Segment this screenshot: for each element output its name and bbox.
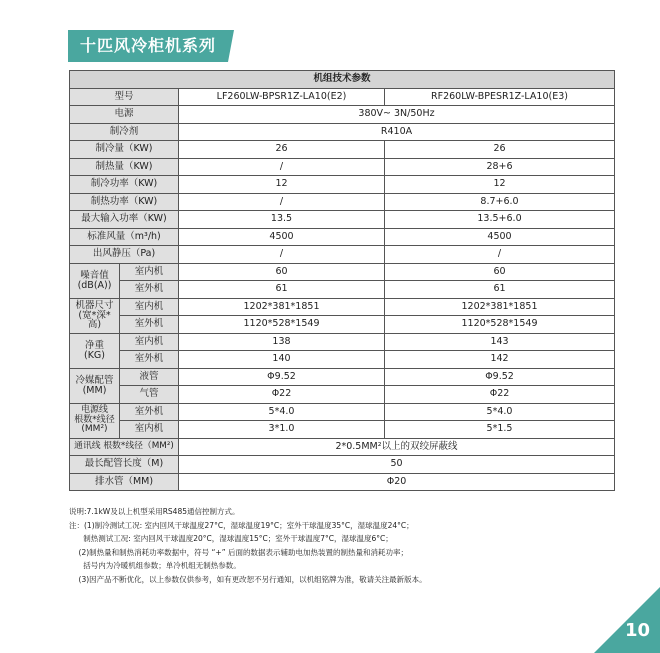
note-line: 括号内为冷暖机组参数；单冷机组无制热参数。 (69, 561, 241, 570)
cell-value: 1202*381*1851 (385, 298, 615, 316)
cell-value: 28+6 (385, 158, 615, 176)
cell-value: 60 (385, 263, 615, 281)
page-number: 10 (624, 620, 650, 641)
group-label: 噪音值 (dB(A)) (70, 263, 120, 298)
cell-value: Φ22 (179, 386, 385, 404)
cell-value: Φ9.52 (385, 368, 615, 386)
row-label: 制冷量（KW) (70, 141, 179, 159)
cell-value: 26 (385, 141, 615, 159)
table-row (70, 193, 615, 211)
row-label: 型号 (70, 88, 179, 106)
cell-value: 12 (385, 176, 615, 194)
cell-value: 12 (179, 176, 385, 194)
sub-label: 液管 (120, 368, 179, 386)
table-row (70, 263, 615, 281)
cell-value: RF260LW-BPESR1Z-LA10(E3) (385, 88, 615, 106)
row-label: 电源 (70, 106, 179, 124)
note-line: (3)因产品不断优化，以上参数仅供参考，如有更改恕不另行通知，以机组铭牌为准，敬请关注最新版本。 (69, 574, 427, 584)
cell-value: 2*0.5MM²以上的双绞屏蔽线 (179, 438, 615, 456)
table-row (70, 141, 615, 159)
sub-label: 室内机 (120, 263, 179, 281)
table-row (70, 333, 615, 351)
table-row (70, 386, 615, 404)
cell-value: R410A (179, 123, 615, 141)
table-row (70, 456, 615, 474)
cell-value: 142 (385, 351, 615, 369)
cell-value: 140 (179, 351, 385, 369)
spec-table (69, 70, 615, 491)
table-row (70, 176, 615, 194)
footnotes (69, 505, 569, 586)
cell-value: 5*4.0 (179, 403, 385, 421)
cell-value: Φ22 (385, 386, 615, 404)
cell-value: 13.5+6.0 (385, 211, 615, 229)
table-row (70, 421, 615, 439)
row-label: 制冷功率（KW) (70, 176, 179, 194)
row-label: 制冷剂 (70, 123, 179, 141)
table-row (70, 211, 615, 229)
section-title: 十匹风冷柜机系列 (68, 30, 228, 62)
cell-value: 5*4.0 (385, 403, 615, 421)
table-row (70, 438, 615, 456)
cell-value: / (179, 193, 385, 211)
row-label: 通讯线 根数*线径（MM²) (70, 438, 179, 456)
sub-label: 室内机 (120, 421, 179, 439)
sub-label: 气管 (120, 386, 179, 404)
cell-value: / (385, 246, 615, 264)
row-label: 制热量（KW) (70, 158, 179, 176)
table-row (70, 351, 615, 369)
cell-value: Φ20 (179, 473, 615, 491)
cell-value: 4500 (385, 228, 615, 246)
table-row (70, 316, 615, 334)
group-label: 电源线 根数*线径 (MM²) (70, 403, 120, 438)
note-line: 说明:7.1kW及以上机型采用RS485通信控制方式。 (69, 507, 240, 516)
row-label: 最大输入功率（KW) (70, 211, 179, 229)
table-heading: 机组技术参数 (70, 71, 615, 89)
cell-value: 13.5 (179, 211, 385, 229)
cell-value: / (179, 158, 385, 176)
cell-value: 1120*528*1549 (385, 316, 615, 334)
group-label: 净重 (KG) (70, 333, 120, 368)
cell-value: 50 (179, 456, 615, 474)
table-row (70, 158, 615, 176)
table-row (70, 473, 615, 491)
cell-value: 26 (179, 141, 385, 159)
table-row (70, 368, 615, 386)
table-row (70, 281, 615, 299)
cell-value: 61 (179, 281, 385, 299)
cell-value: 143 (385, 333, 615, 351)
table-row (70, 246, 615, 264)
sub-label: 室内机 (120, 298, 179, 316)
cell-value: 3*1.0 (179, 421, 385, 439)
sub-label: 室外机 (120, 281, 179, 299)
table-row (70, 298, 615, 316)
cell-value: 61 (385, 281, 615, 299)
cell-value: / (179, 246, 385, 264)
cell-value: 8.7+6.0 (385, 193, 615, 211)
row-label: 制热功率（KW) (70, 193, 179, 211)
cell-value: 4500 (179, 228, 385, 246)
table-row (70, 403, 615, 421)
note-line: (2)制热量和制热消耗功率数据中，符号 “+” 后面的数据表示辅助电加热装置的制热量和消耗功率； (69, 547, 408, 557)
cell-value: 138 (179, 333, 385, 351)
cell-value: 1202*381*1851 (179, 298, 385, 316)
sub-label: 室外机 (120, 403, 179, 421)
sub-label: 室内机 (120, 333, 179, 351)
cell-value: LF260LW-BPSR1Z-LA10(E2) (179, 88, 385, 106)
sub-label: 室外机 (120, 351, 179, 369)
table-row (70, 228, 615, 246)
table-row (70, 88, 615, 106)
note-line: 制热测试工况: 室内回风干球温度20°C，湿球温度15°C；室外干球温度7°C，湿球温度6°C； (69, 534, 393, 543)
cell-value: Φ9.52 (179, 368, 385, 386)
table-row (70, 106, 615, 124)
row-label: 最长配管长度（M) (70, 456, 179, 474)
table-heading-row (70, 71, 615, 89)
cell-value: 5*1.5 (385, 421, 615, 439)
row-label: 出风静压（Pa) (70, 246, 179, 264)
cell-value: 380V~ 3N/50Hz (179, 106, 615, 124)
row-label: 排水管（MM) (70, 473, 179, 491)
group-label: 冷媒配管 (MM) (70, 368, 120, 403)
cell-value: 1120*528*1549 (179, 316, 385, 334)
row-label: 标准风量（m³/h) (70, 228, 179, 246)
note-line: 注：(1)制冷测试工况: 室内回风干球温度27°C，湿球温度19°C；室外干球温度35°C，湿球温度24°C； (69, 520, 414, 530)
table-row (70, 123, 615, 141)
group-label: 机器尺寸 (宽*深*高) (70, 298, 120, 333)
cell-value: 60 (179, 263, 385, 281)
sub-label: 室外机 (120, 316, 179, 334)
